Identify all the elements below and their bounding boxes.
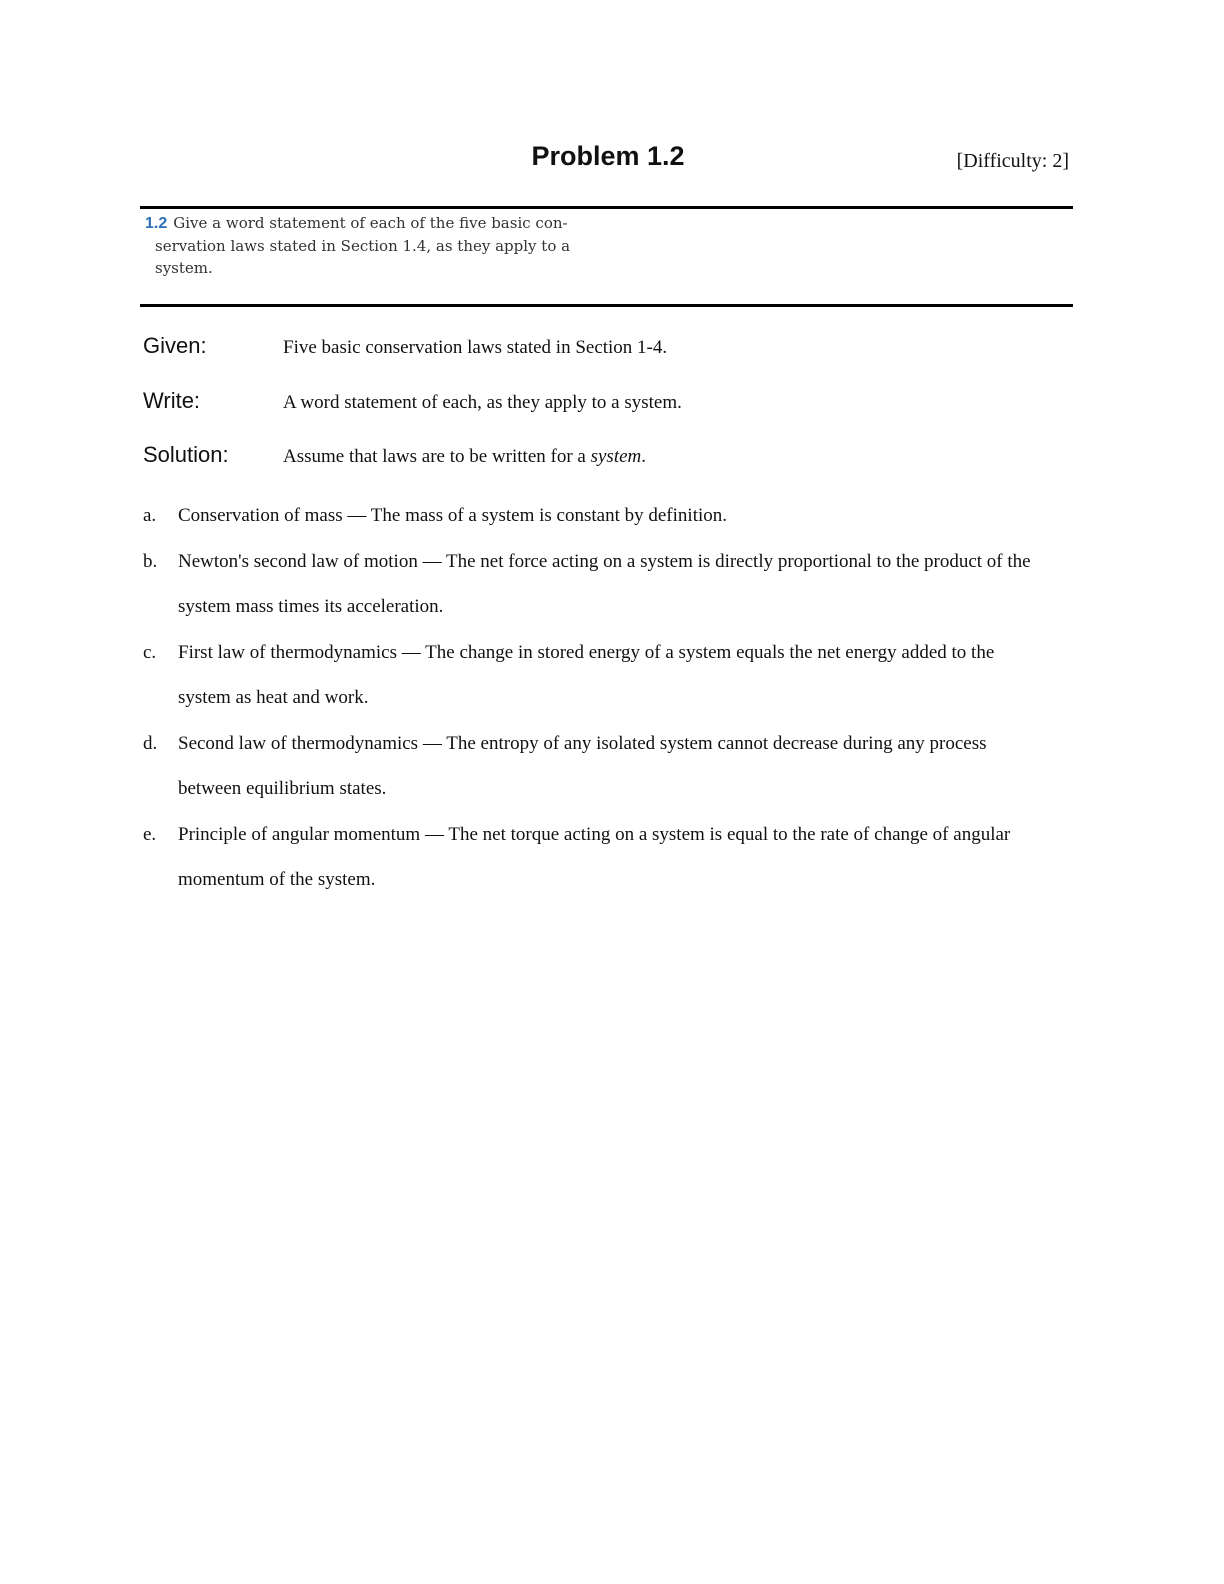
- statement-line-1: Give a word statement of each of the five basic con-: [173, 214, 568, 232]
- given-value: Five basic conservation laws stated in Section 1-4.: [283, 337, 668, 358]
- list-item: [143, 539, 1073, 630]
- item-line-2: system as heat and work.: [178, 687, 369, 708]
- item-letter: b.: [143, 550, 158, 572]
- list-item: [143, 721, 1073, 812]
- item-letter: d.: [143, 732, 158, 754]
- write-value: A word statement of each, as they apply to a system.: [283, 392, 682, 413]
- item-letter: e.: [143, 823, 157, 845]
- page-title: Problem 1.2: [531, 141, 685, 171]
- solution-value: [283, 446, 646, 468]
- item-line-2: momentum of the system.: [178, 869, 376, 890]
- statement-line-3: system.: [155, 259, 213, 277]
- solution-value-emphasis: system: [590, 446, 642, 467]
- item-line-1: Second law of thermodynamics — The entropy of any isolated system cannot decrease during any process: [178, 732, 987, 754]
- item-letter: a.: [143, 505, 157, 526]
- problem-number: 1.2: [145, 215, 168, 232]
- given-label: Given:: [143, 333, 207, 358]
- list-item: [143, 493, 1073, 539]
- item-line-2: system mass times its acceleration.: [178, 596, 444, 617]
- item-line-1: Newton's second law of motion — The net force acting on a system is directly proportional to the product of the: [178, 550, 1031, 572]
- top-rule: [140, 206, 1073, 209]
- bottom-rule: [140, 304, 1073, 307]
- list-item: [143, 630, 1073, 721]
- list-item: [143, 812, 1073, 903]
- item-line-1: First law of thermodynamics — The change in stored energy of a system equals the net energy added to the: [178, 641, 995, 663]
- solution-value-suffix: .: [641, 446, 647, 467]
- item-letter: c.: [143, 641, 157, 663]
- problem-statement: [145, 212, 625, 279]
- conservation-laws-list: [143, 493, 1073, 903]
- solution-label: Solution:: [143, 442, 229, 467]
- item-line-2: between equilibrium states.: [178, 778, 387, 799]
- difficulty-label: [Difficulty: 2]: [956, 150, 1069, 172]
- solution-value-prefix: Assume that laws are to be written for a: [283, 446, 591, 467]
- item-line-1: Conservation of mass — The mass of a system is constant by definition.: [178, 505, 727, 526]
- item-line-1: Principle of angular momentum — The net torque acting on a system is equal to the rate of change of angular: [178, 823, 1011, 845]
- statement-line-2: servation laws stated in Section 1.4, as they apply to a: [155, 237, 571, 255]
- write-label: Write:: [143, 388, 201, 413]
